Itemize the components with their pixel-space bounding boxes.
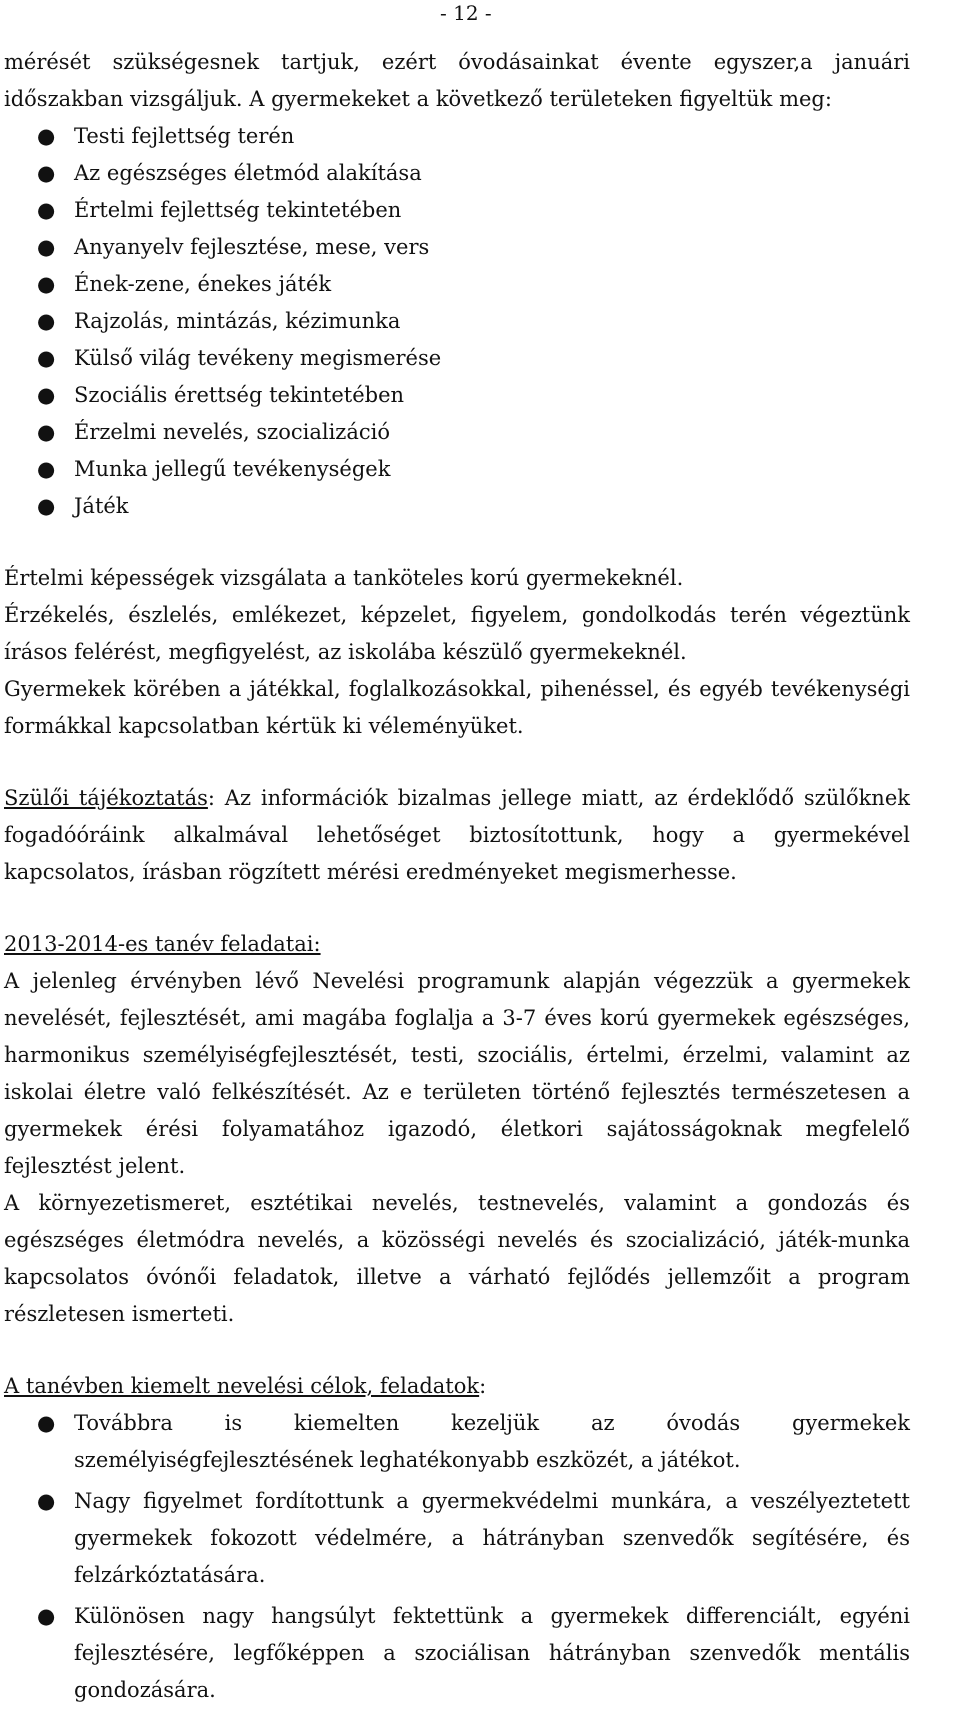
goals-heading: A tanévben kiemelt nevelési célok, feladatok: — [4, 1374, 487, 1398]
bullet-icon: ● — [37, 494, 56, 518]
list-item: ● Anyanyelv fejlesztése, mese, vers — [4, 229, 910, 266]
parents-paragraph — [4, 780, 910, 891]
tasks-paragraph-1: A jelenleg érvényben lévő Nevelési programunk alapján végezzük a gyermekek nevelését, fejlesztését, ami magába foglalja a 3-7 éves korú gyermekek egészséges, harmonikus személyiségfejlesztését, testi, szociális, értelmi, érzelmi, valamint az iskolai életre való felkészítését. Az e területen történő fejlesztés természetesen a gyermekek érési folyamatához igazodó, életkori sajátosságoknak megfelelő fejlesztést jelent. — [4, 969, 910, 1178]
cognitive-paragraph-1: Értelmi képességek vizsgálata a tanköteles korú gyermekeknél. — [4, 566, 684, 590]
list-item: ● Az egészséges életmód alakítása — [4, 155, 910, 192]
cognitive-paragraph-3: Gyermekek körében a játékkal, foglalkozásokkal, pihenéssel, és egyéb tevékenységi formákkal kapcsolatban kértük ki véleményüket. — [4, 677, 910, 738]
list-item: ● Rajzolás, mintázás, kézimunka — [4, 303, 910, 340]
list-item: ● Értelmi fejlettség tekintetében — [4, 192, 910, 229]
intro-paragraph: mérését szükségesnek tartjuk, ezért óvodásainkat évente egyszer,a januári időszakban vizsgáljuk. A gyermekeket a következő területeken figyeltük meg: — [4, 50, 910, 111]
bullet-icon: ● — [37, 124, 56, 148]
list-item: ● Testi fejlettség terén — [4, 118, 910, 155]
spacer — [4, 1333, 910, 1368]
parents-text: : Az információk bizalmas jellege miatt, az érdeklődő szülőknek fogadóóráink alkalmával lehetőséget biztosítottunk, hogy a gyermekével kapcsolatos, írásban rögzített mérési eredményeket megismerhesse. — [4, 786, 910, 884]
bullet-icon: ● — [37, 235, 56, 259]
list-item: ● Munka jellegű tevékenységek — [4, 451, 910, 488]
bullet-icon: ● — [37, 198, 56, 222]
bullet-icon: ● — [37, 457, 56, 481]
spacer — [4, 745, 910, 780]
list-item: ● Játék — [4, 488, 910, 525]
bullet-icon: ● — [37, 1411, 56, 1435]
list-item: ● Külső világ tevékeny megismerése — [4, 340, 910, 377]
tasks-paragraph-2: A környezetismeret, esztétikai nevelés, testnevelés, valamint a gondozás és egészséges életmódra nevelés, a közösségi nevelés és szocializáció, játék-munka kapcsolatos óvónői feladatok, illetve a várható fejlődés jellemzőit a program részletesen ismerteti. — [4, 1191, 910, 1326]
spacer — [4, 525, 910, 560]
spacer — [4, 891, 910, 926]
goals-list — [4, 1405, 910, 1709]
tasks-heading: 2013-2014-es tanév feladatai: — [4, 932, 321, 956]
page-number: - 12 - — [440, 1, 492, 25]
list-item: ● Különösen nagy hangsúlyt fektettünk a gyermekek differenciált, egyéni fejlesztésére, legfőképpen a szociálisan hátrányban szenvedők mentális gondozására. — [4, 1598, 910, 1709]
bullet-icon: ● — [37, 309, 56, 333]
bullet-icon: ● — [37, 1489, 56, 1513]
bullet-icon: ● — [37, 272, 56, 296]
bullet-icon: ● — [37, 346, 56, 370]
cognitive-paragraph-2: Érzékelés, észlelés, emlékezet, képzelet, figyelem, gondolkodás terén végeztünk írásos felérést, megfigyelést, az iskolába készülő gyermekeknél. — [4, 603, 910, 664]
bullet-icon: ● — [37, 383, 56, 407]
bullet-icon: ● — [37, 161, 56, 185]
bullet-icon: ● — [37, 1604, 56, 1628]
list-item: ● Érzelmi nevelés, szocializáció — [4, 414, 910, 451]
list-item: ● Ének-zene, énekes játék — [4, 266, 910, 303]
list-item: ● Nagy figyelmet fordítottunk a gyermekvédelmi munkára, a veszélyeztetett gyermekek fokozott védelmére, a hátrányban szenvedők segítésére, és felzárkóztatására. — [4, 1483, 910, 1594]
parents-heading: Szülői tájékoztatás — [4, 786, 208, 810]
observation-areas-list — [4, 118, 910, 525]
page-content — [4, 44, 910, 1709]
list-item: ● Szociális érettség tekintetében — [4, 377, 910, 414]
list-item: ● Továbbra is kiemelten kezeljük az óvodás gyermekek személyiségfejlesztésének leghatékonyabb eszközét, a játékot. — [4, 1405, 910, 1479]
bullet-icon: ● — [37, 420, 56, 444]
